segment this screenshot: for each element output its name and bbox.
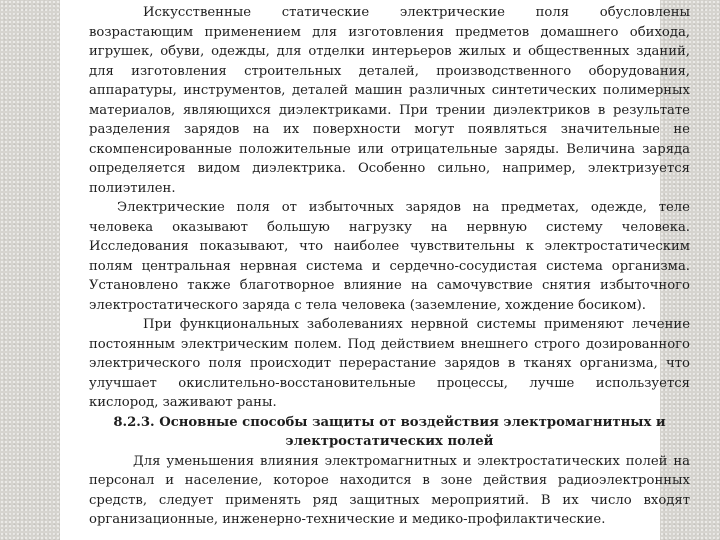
paragraph-static-fields: Искусственные статические электрические поля обусловлены возрастающим применением для изготовления предметов домашнего обихода, игрушек, обуви, одежды, для отделки интерьеров жилых и общественных зданий, для изготовления строительных деталей, производственного оборудования, аппаратуры, инструментов, деталей машин различных синтетических полимерных материалов, являющихся диэлектриками. При трении диэлектриков в результате разделения зарядов на их поверхности могут появляться значительные не скомпенсированные положительные или отрицательные заряды. Величина заряда определяется видом диэлектрика. Особенно сильно, например, электризуется полиэтилен.	[89, 5, 690, 196]
left-decorative-bar	[0, 0, 60, 540]
section-heading: 8.2.3. Основные способы защиты от воздействия электромагнитных и электростатических полей	[113, 414, 666, 449]
paragraph-therapy: При функциональных заболеваниях нервной системы применяют лечение постоянным электрическим полем. Под действием внешнего строго дозированного электрического поля происходит перерастание зарядов в тканях организма, что улучшает окислительно-восстановительные процессы, лучше используется кислород, заживают раны.	[89, 317, 690, 410]
document-body	[89, 3, 690, 530]
paragraph-excess-charges: Электрические поля от избыточных зарядов на предметах, одежде, теле человека оказывают большую нагрузку на нервную систему человека. Исследования показывают, что наиболее чувствительны к электростатическим полям центральная нервная система и сердечно-сосудистая система организма. Установлено также благотворное влияние на самочувствие снятия избыточного электростатического заряда с тела человека (заземление, хождение босиком).	[89, 200, 690, 313]
paragraph-protection-measures: Для уменьшения влияния электромагнитных и электростатических полей на персонал и население, которое находится в зоне действия радиоэлектронных средств, следует применять ряд защитных мероприятий. В их число входят организационные, инженерно-технические и медико-профилактические.	[89, 453, 690, 527]
